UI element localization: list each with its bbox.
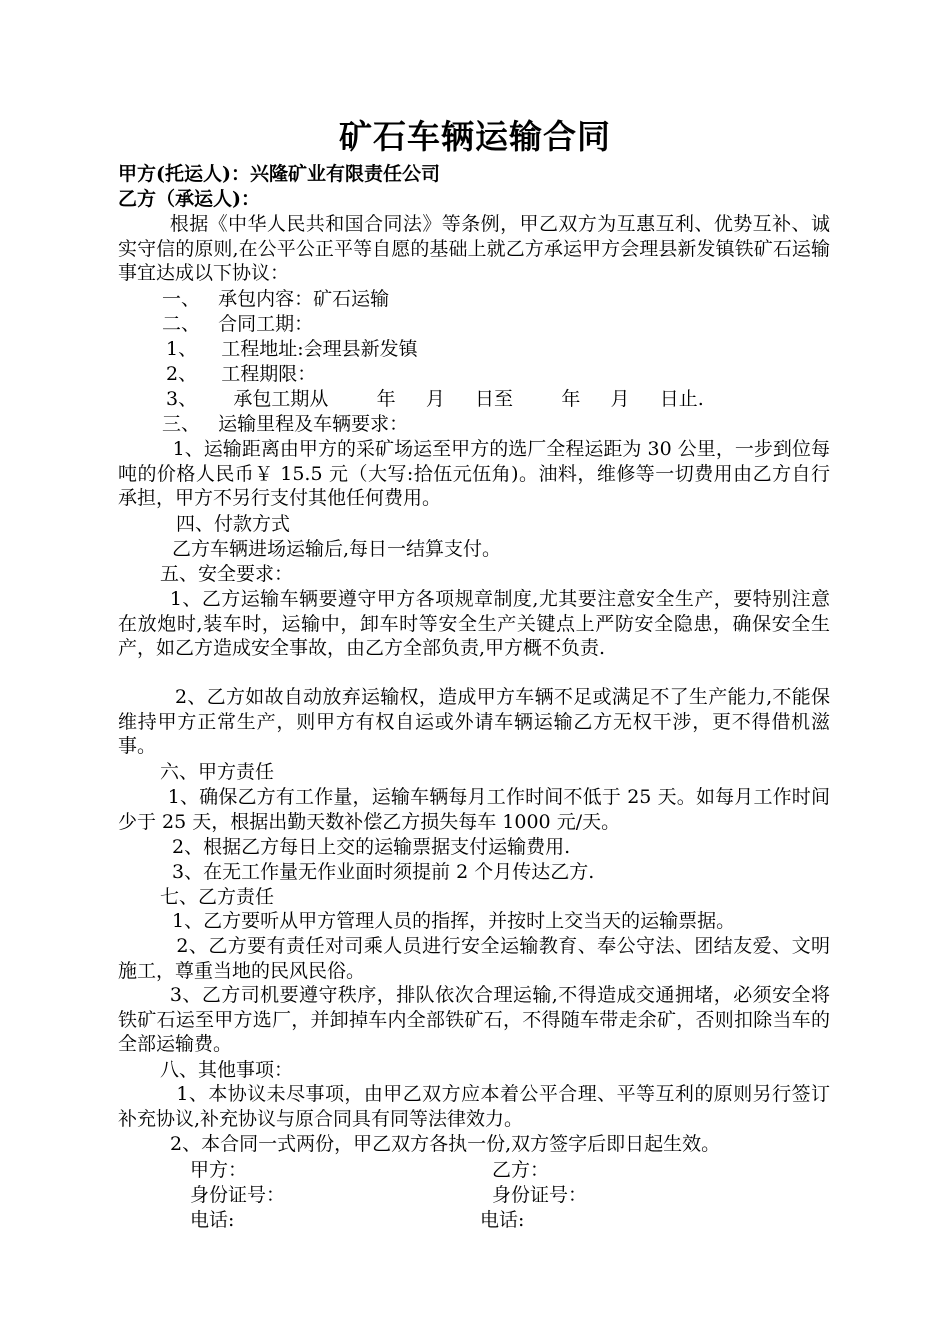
section-7-paragraph-2: 2、乙方要有责任对司乘人员进行安全运输教育、奉公守法、团结友爱、文明施工，尊重当地的民风民俗。 (118, 935, 831, 982)
signature-party-a-id: 身份证号： (190, 1184, 286, 1206)
section-4-heading: 四、付款方式 (176, 513, 291, 535)
section-6-item-2: 2、根据乙方每日上交的运输票据支付运输费用. (172, 836, 571, 858)
section-2-item-3: 3、 承包工期从 年 月 日至 年 月 日止. (166, 388, 704, 410)
section-8-heading: 八、其他事项： (160, 1059, 294, 1081)
signature-party-b-label: 乙方： (492, 1159, 550, 1181)
section-6-paragraph-1: 1、确保乙方有工作量，运输车辆每月工作时间不低于 25 天。如每月工作时间少于 25 天，根据出勤天数补偿乙方损失每车 1000 元/天。 (118, 786, 830, 833)
section-2-item-1: 1、 工程地址:会理县新发镇 (166, 338, 418, 360)
document-title: 矿石车辆运输合同 (339, 117, 611, 156)
intro-paragraph: 根据《中华人民共和国合同法》等条例，甲乙双方为互惠互利、优势互补、诚实守信的原则,在公平公正平等自愿的基础上就乙方承运甲方会理县新发镇铁矿石运输事宜达成以下协议： (118, 213, 830, 285)
section-3-paragraph-1: 1、运输距离由甲方的采矿场运至甲方的选厂全程运距为 30 公里，一步到位每吨的价格人民币￥ 15.5 元（大写:拾伍元伍角)。油料，维修等一切费用由乙方自行承担，甲方不另行支付其他任何费用。 (118, 438, 830, 510)
signature-party-a-label: 甲方： (190, 1159, 248, 1181)
section-6-item-3: 3、在无工作量无作业面时须提前 2 个月传达乙方. (172, 861, 595, 883)
section-8-paragraph-1: 1、本协议未尽事项，由甲乙双方应本着公平合理、平等互利的原则另行签订补充协议,补充协议与原合同具有同等法律效力。 (118, 1083, 831, 1130)
section-7-item-1: 1、乙方要听从甲方管理人员的指挥，并按时上交当天的运输票据。 (172, 910, 736, 932)
section-5-paragraph-1: 1、乙方运输车辆要遵守甲方各项规章制度,尤其要注意安全生产，要特别注意在放炮时,装车时，运输中，卸车时等安全生产关键点上严防安全隐患，确保安全生产，如乙方造成安全事故，由乙方全部负责,甲方概不负责. (118, 588, 830, 660)
section-3-heading: 三、 运输里程及车辆要求： (162, 413, 409, 435)
section-4-paragraph: 乙方车辆进场运输后,每日一结算支付。 (172, 538, 502, 560)
section-5-heading: 五、安全要求： (160, 563, 294, 585)
signature-party-b-id: 身份证号： (492, 1184, 588, 1206)
section-2-heading: 二、 合同工期： (162, 313, 314, 335)
section-7-paragraph-3: 3、乙方司机要遵守秩序，排队依次合理运输,不得造成交通拥堵，必须安全将铁矿石运至甲方选厂，并卸掉车内全部铁矿石，不得随车带走余矿，否则扣除当车的全部运输费。 (118, 984, 830, 1056)
section-1-heading: 一、 承包内容：矿石运输 (162, 288, 390, 310)
section-5-paragraph-2: 2、乙方如故自动放弃运输权，造成甲方车辆不足或满足不了生产能力,不能保维持甲方正常生产，则甲方有权自运或外请车辆运输乙方无权干涉，更不得借机滋事。 (118, 686, 830, 758)
party-a-line: 甲方(托运人)：兴隆矿业有限责任公司 (118, 163, 440, 185)
signature-party-b-phone: 电话: (480, 1209, 525, 1231)
section-8-item-2: 2、本合同一式两份，甲乙双方各执一份,双方签字后即日起生效。 (170, 1133, 721, 1155)
section-2-item-2: 2、 工程期限： (166, 363, 317, 385)
signature-party-a-phone: 电话: (190, 1209, 235, 1231)
section-6-heading: 六、甲方责任 (160, 761, 275, 783)
section-7-heading: 七、乙方责任 (160, 886, 275, 908)
party-b-line: 乙方（承运人)： (118, 188, 260, 210)
